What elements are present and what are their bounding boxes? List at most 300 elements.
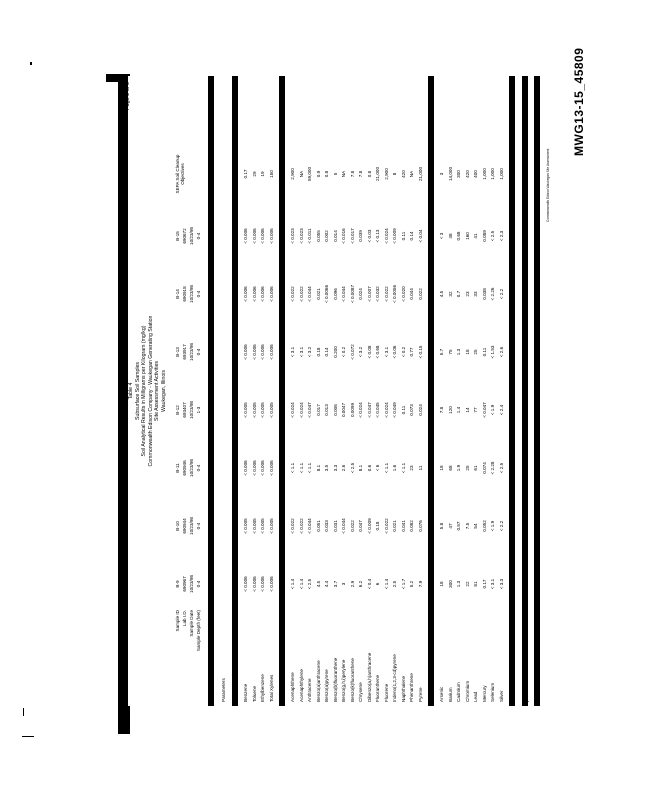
- table-cell: < 0.047: [511, 402, 516, 418]
- table-cell: NA: [298, 170, 304, 178]
- table-cell: 75: [447, 349, 453, 355]
- table-cell: 0.18: [375, 521, 380, 531]
- table-cell: < 0.006: [243, 460, 248, 476]
- column-header-cell: B-12: [175, 405, 180, 415]
- table-cell: < 0.044: [307, 286, 312, 302]
- table-cell: 7.48: [523, 463, 529, 473]
- table-cell: < 0.005: [268, 402, 274, 418]
- column-header-cell: 690918: [182, 286, 187, 302]
- table-cell: < 0.017: [349, 228, 355, 244]
- table-cell: < 0.022: [298, 286, 304, 302]
- row-label: Acenaphthene: [290, 672, 295, 702]
- table-cell: < 0.005: [251, 402, 257, 418]
- table-row: [512, 76, 520, 706]
- table-cell: < 1.4: [298, 578, 304, 590]
- table-row: [419, 76, 427, 706]
- table-cell: 400: [473, 170, 478, 178]
- table-row: [325, 76, 333, 706]
- table-cell: 14,000: [447, 166, 453, 182]
- side-note: Commonwealth Edison Waukegan Site Assessment: [546, 148, 550, 222]
- table-cell: 5.8: [439, 522, 444, 530]
- table-cell: 8.1: [358, 464, 363, 472]
- table-cell: 77: [473, 407, 478, 413]
- table-cell: < 0.007: [366, 286, 372, 302]
- table-cell: 0.076: [417, 520, 423, 532]
- table-cell: < 2.5: [349, 462, 355, 474]
- table-cell: NA: [523, 170, 529, 178]
- table-cell: 1.3: [456, 348, 461, 356]
- table-cell: 0.77: [409, 347, 414, 357]
- table-cell: < 0.011: [307, 228, 312, 244]
- table-cell: < 0.047: [481, 402, 487, 418]
- table-cell: 21,000: [417, 166, 423, 182]
- table-cell: < 0.06: [392, 345, 397, 359]
- column-header-cell: B-11: [175, 463, 180, 473]
- column-headers: [172, 76, 212, 706]
- table-cell: 0.044: [409, 288, 414, 300]
- table-cell: < 2.28: [490, 461, 495, 475]
- table-cell: < 3: [439, 232, 444, 240]
- row-label: Toluene: [251, 685, 257, 702]
- table-cell: 9.04: [523, 289, 529, 299]
- table-cell: 11: [417, 465, 423, 471]
- column-header-cell: B-13: [175, 347, 180, 357]
- table-row: [491, 76, 499, 706]
- table-cell: 0.055: [315, 230, 321, 242]
- table-cell: 0.013: [324, 404, 329, 416]
- table-cell: < 0.006: [260, 460, 265, 476]
- table-cell: 19: [260, 171, 265, 177]
- table-cell: 1.9: [456, 464, 461, 472]
- section-title: BTEX: [234, 690, 239, 702]
- table-cell: 25: [473, 349, 478, 355]
- table-cell: < 1.9: [490, 520, 495, 532]
- table-cell: 0.002: [324, 230, 329, 242]
- table-cell: < 2.3: [498, 230, 504, 242]
- table-cell: 0.089: [481, 230, 487, 242]
- table-cell: < 1.4: [290, 578, 295, 590]
- column-label: Lab I.D.: [182, 610, 187, 627]
- table-cell: < 2.6: [498, 346, 504, 358]
- column-header-cell: 693917: [182, 344, 187, 360]
- table-cell: 0.022: [417, 288, 423, 300]
- table-cell: < 2.5: [307, 578, 312, 590]
- table-cell: < 3.1: [290, 346, 295, 358]
- column-header-cell: 1-3: [196, 406, 201, 414]
- table-title-1: Subsurface Soil Samples: [134, 362, 141, 420]
- table-cell: 0.044: [511, 230, 516, 242]
- table-cell: 32: [447, 291, 453, 297]
- table-cell: 0.7: [456, 290, 461, 298]
- table-cell: < 0.005: [243, 402, 248, 418]
- table-cell: 0.047: [358, 520, 363, 532]
- table-cell: < 0.006: [243, 228, 248, 244]
- table-title-2: Soil Analytical Results in Milligrams per Kilogram (mg/kg): [141, 325, 148, 457]
- table-cell: < 0.016: [341, 228, 346, 244]
- table-cell: < 1.53: [490, 345, 495, 359]
- table-cell: 3.5: [324, 464, 329, 472]
- row-label: Barium: [447, 687, 453, 702]
- table-cell: < 0.022: [290, 518, 295, 534]
- column-header-cell: 10/23/98: [189, 227, 194, 245]
- table-row: [393, 76, 401, 706]
- table-cell: 2.9: [349, 580, 355, 588]
- table-cell: < 0.047: [366, 402, 372, 418]
- row-label: Benzene: [243, 683, 248, 702]
- table-cell: < 0.005: [268, 518, 274, 534]
- table-cell: 23: [464, 291, 470, 297]
- table-row: [291, 76, 299, 706]
- table-cell: 0.073: [409, 404, 414, 416]
- table-cell: 0.038: [481, 288, 487, 300]
- table-cell: < 0.15: [417, 345, 423, 359]
- row-label: Ethylbenzene: [260, 674, 265, 702]
- column-header-cell: B-14: [175, 289, 180, 299]
- table-title-4: Site Assessment Activities: [154, 361, 161, 421]
- table-cell: < 2.2: [498, 288, 504, 300]
- row-label: Chromium: [464, 680, 470, 702]
- table-cell: < 0.006: [251, 460, 257, 476]
- row-label: Selenium: [490, 682, 495, 702]
- table-cell: 420: [464, 170, 470, 178]
- table-cell: 1,000: [498, 168, 504, 180]
- table-cell: < 0.009: [392, 228, 397, 244]
- table-cell: 41: [473, 233, 478, 239]
- table-cell: 0.14: [409, 231, 414, 241]
- table-cell: 0.024: [358, 288, 363, 300]
- table-cell: < 0.072: [349, 344, 355, 360]
- row-label: Lead: [473, 691, 478, 702]
- table-cell: 0.11: [481, 347, 487, 357]
- table-cell: 7.8: [358, 170, 363, 178]
- table-cell: 7.90: [523, 405, 529, 415]
- table-row: [308, 76, 316, 706]
- table-cell: 3.7: [332, 580, 338, 588]
- table-cell: 420: [400, 170, 406, 178]
- table-cell: < 0.005: [251, 518, 257, 534]
- row-label: Fluorene: [383, 683, 389, 702]
- row-label: Pyrene: [417, 687, 423, 702]
- section-row: [282, 76, 290, 706]
- table-cell: < 0.022: [383, 518, 389, 534]
- table-cell: < 0.044: [307, 518, 312, 534]
- table-cell: 2.6: [341, 464, 346, 472]
- table-cell: 1.3: [456, 580, 461, 588]
- table-cell: 0.6: [366, 464, 372, 472]
- table-cell: 48: [447, 233, 453, 239]
- table-cell: < 0.024: [290, 402, 295, 418]
- table-cell: < 0.006: [251, 344, 257, 360]
- table-cell: < 1.1: [307, 462, 312, 474]
- table-cell: < 0.006: [251, 576, 257, 592]
- table-cell: < 3.1: [490, 578, 495, 590]
- table-row: [342, 76, 350, 706]
- table-cell: < 0.047: [307, 402, 312, 418]
- table-cell: 0.096: [332, 288, 338, 300]
- row-label: Indeno(1,2,3-cd)pyrene: [392, 654, 397, 702]
- row-label: Naphthalene: [400, 675, 406, 702]
- table-cell: NA: [341, 170, 346, 178]
- table-number: Table 4: [128, 382, 134, 400]
- table-cell: 25: [464, 465, 470, 471]
- table-cell: 0.0047: [341, 402, 346, 418]
- table-cell: 0.041: [400, 520, 406, 532]
- table-row: [270, 76, 278, 706]
- table-cell: 0.11: [400, 231, 406, 241]
- table-cell: < 0.006: [243, 576, 248, 592]
- table-cell: 18: [464, 349, 470, 355]
- row-label: Anthracene: [307, 678, 312, 702]
- table-cell: NA: [409, 170, 414, 178]
- column-header-cell: 0-4: [196, 232, 201, 240]
- rotated-document: [125, 76, 646, 706]
- table-cell: 150: [268, 170, 274, 178]
- table-cell: < 3.3: [498, 578, 504, 590]
- table-cell: < 0.2: [400, 346, 406, 358]
- table-cell: 300: [447, 580, 453, 588]
- table-cell: 0.200: [332, 346, 338, 358]
- film-border-right: [106, 74, 120, 82]
- table-cell: < 2.26: [490, 287, 495, 301]
- row-label: Benzo(a)anthracene: [315, 660, 321, 702]
- table-cell: < 0.005: [243, 518, 248, 534]
- table-cell: < 3.2: [307, 346, 312, 358]
- table-cell: < 0.045: [511, 460, 516, 476]
- table-cell: < 0.022: [290, 286, 295, 302]
- table-cell: 18: [439, 465, 444, 471]
- table-cell: < 0.052: [511, 344, 516, 360]
- table-cell: < 0.022: [298, 518, 304, 534]
- table-cell: 0.039: [358, 230, 363, 242]
- table-cell: 0.087: [511, 578, 516, 590]
- table-row: [474, 76, 482, 706]
- table-cell: 9.12: [523, 579, 529, 589]
- section-title: Parameters: [221, 678, 226, 702]
- table-cell: < 1.7: [400, 578, 406, 590]
- column-label: Sample ID: [175, 610, 180, 632]
- table-cell: 0.006: [332, 404, 338, 416]
- table-cell: 2.5: [392, 580, 397, 588]
- column-header-cell: 0-4: [196, 290, 201, 298]
- table-cell: 7.5: [464, 522, 470, 530]
- table-cell: 0.021: [392, 520, 397, 532]
- table-cell: < 0.045: [375, 402, 380, 418]
- table-cell: 4.5: [315, 580, 321, 588]
- table-cell: 68: [447, 465, 453, 471]
- table-row: [440, 76, 448, 706]
- table-cell: < 0.006: [260, 228, 265, 244]
- table-row: [457, 76, 465, 706]
- row-label: Chrysene: [358, 682, 363, 702]
- column-header-cell: B-15: [175, 231, 180, 241]
- table-cell: < 0.006: [268, 460, 274, 476]
- table-cell: < 0.024: [383, 402, 389, 418]
- table-cell: < 0.08: [366, 345, 372, 359]
- table-cell: 5.7: [439, 348, 444, 356]
- table-cell: 1: [511, 172, 516, 176]
- table-cell: < 0.005: [260, 402, 265, 418]
- table-location: Waukegan, Illinois: [160, 370, 167, 412]
- section-row: [431, 76, 439, 706]
- table-cell: 0.051: [315, 520, 321, 532]
- table-cell: < 1.4: [383, 578, 389, 590]
- column-header-cell: 0-4: [196, 348, 201, 356]
- table-cell: < 2.4: [498, 404, 504, 416]
- table-cell: 4.4: [324, 580, 329, 588]
- table-row: [525, 76, 533, 706]
- table-cell: 22: [464, 581, 470, 587]
- table-cell: < 0.044: [341, 518, 346, 534]
- table-cell: 0.024: [417, 404, 423, 416]
- table-cell: < 0.006: [243, 344, 248, 360]
- table-cell: 23: [409, 465, 414, 471]
- table-cell: 0.8: [366, 170, 372, 178]
- edge-mark-left: [23, 708, 24, 716]
- row-label: Fluoranthene: [375, 674, 380, 702]
- table-cell: 7.9: [417, 580, 423, 588]
- table-cell: < 0.4: [366, 578, 372, 590]
- table-cell: 33: [473, 291, 478, 297]
- table-cell: < 0.005: [260, 518, 265, 534]
- table-cell: < 0.04: [417, 229, 423, 243]
- table-cell: 3.3: [332, 464, 338, 472]
- row-label: Mercury: [481, 685, 487, 702]
- table-cell: < 0.023: [290, 228, 295, 244]
- row-label: Total Xylenes: [268, 674, 274, 702]
- table-cell: 3: [341, 582, 346, 586]
- row-label: Arsenic: [439, 686, 444, 702]
- table-cell: < 6: [375, 464, 380, 472]
- table-cell: < 0.006: [251, 228, 257, 244]
- table-cell: < 0.0056: [392, 285, 397, 304]
- section-row: [235, 76, 243, 706]
- table-cell: 0.11: [400, 405, 406, 415]
- table-cell: < 0.006: [251, 286, 257, 302]
- table-row: [410, 76, 418, 706]
- table-cell: < 0.006: [268, 228, 274, 244]
- row-label: Acenaphthylene: [298, 669, 304, 702]
- column-label: Sample Depth (feet): [196, 610, 201, 652]
- row-label: Dibenzo(a,h)anthracene: [366, 652, 372, 702]
- table-cell: < 2.5: [498, 462, 504, 474]
- column-header-cell: B-10: [175, 521, 180, 531]
- table-cell: 14: [464, 407, 470, 413]
- table-row: [385, 76, 393, 706]
- table-cell: 8.1: [315, 464, 321, 472]
- table-cell: 0.17: [243, 169, 248, 179]
- corner-mark: [30, 62, 32, 65]
- table-cell: < 0.68: [375, 345, 380, 359]
- section-divider: [534, 76, 540, 706]
- table-cell: 0.033: [324, 520, 329, 532]
- table-cell: < 0.006: [260, 286, 265, 302]
- table-title-3: Commonwealth Edison Company - Waukegan Generating Station: [147, 315, 154, 467]
- column-header-cell: 0-4: [196, 522, 201, 530]
- edge-mark-bottom: [22, 736, 34, 737]
- column-header-cell: 10/23/98: [189, 517, 194, 535]
- table-cell: 300: [456, 170, 461, 178]
- column-header-cell: 693407: [182, 402, 187, 418]
- table-cell: 1,000: [481, 168, 487, 180]
- table-cell: < 0.023: [298, 228, 304, 244]
- table-cell: < 0.0087: [349, 285, 355, 304]
- table-cell: 0.68: [456, 231, 461, 241]
- table-cell: < 0.03: [366, 229, 372, 243]
- table-cell: < 2.5: [490, 230, 495, 242]
- table-cell: 18: [439, 581, 444, 587]
- column-header-cell: 690967: [182, 576, 187, 592]
- table-cell: < 0.0066: [324, 285, 329, 304]
- row-label: Benzo(k)fluoranthene: [349, 658, 355, 702]
- table-cell: < 1.9: [490, 404, 495, 416]
- column-header-cell: 690672: [182, 228, 187, 244]
- row-label: Cadmium: [456, 682, 461, 702]
- table-cell: 160: [464, 232, 470, 240]
- table-cell: < 1.1: [400, 462, 406, 474]
- table-cell: 0.9: [315, 170, 321, 178]
- table-cell: < 0.024: [383, 228, 389, 244]
- table-cell: 0.052: [481, 520, 487, 532]
- table-cell: < 1.1: [298, 462, 304, 474]
- table-cell: < 0.006: [243, 286, 248, 302]
- table-cell: 4.5: [439, 290, 444, 298]
- table-cell: < 0.009: [366, 518, 372, 534]
- column-header-cell: 690944: [182, 518, 187, 534]
- table-cell: < 0.006: [260, 576, 265, 592]
- table-cell: 7.10: [523, 347, 529, 357]
- column-header-cell: 10/23/98: [189, 459, 194, 477]
- table-cell: 59,000: [307, 166, 312, 182]
- table-cell: 6.2: [358, 580, 363, 588]
- table-cell: 0.18: [315, 347, 321, 357]
- table-cell: < 0.006: [268, 344, 274, 360]
- column-header-cell: SEPA Soil Cleanup Objectives: [175, 154, 185, 194]
- table-cell: 0.17: [481, 579, 487, 589]
- table-cell: 8: [392, 172, 397, 176]
- column-header-cell: 10/23/98: [189, 285, 194, 303]
- table-cell: < 0.020: [400, 286, 406, 302]
- section-title: RCRA Metals: [430, 674, 435, 702]
- table-cell: 0.8: [324, 170, 329, 178]
- table-cell: < 3.2: [358, 346, 363, 358]
- row-label: Phenanthrene: [409, 673, 414, 702]
- column-label: Sample Date: [189, 610, 194, 637]
- table-cell: 6: [375, 582, 380, 586]
- table-cell: < 0.022: [383, 286, 389, 302]
- table-cell: 47: [447, 523, 453, 529]
- table-cell: < 0.2: [341, 346, 346, 358]
- table-cell: 0.017: [315, 404, 321, 416]
- table-cell: < 0.044: [341, 286, 346, 302]
- column-header-cell: 10/23/98: [189, 401, 194, 419]
- table-cell: 54: [473, 523, 478, 529]
- table-cell: 0.031: [332, 520, 338, 532]
- table-cell: 2,900: [290, 168, 295, 180]
- table-cell: < 0.13: [375, 229, 380, 243]
- table-cell: 21,000: [375, 166, 380, 182]
- table-cell: 1,000: [490, 168, 495, 180]
- table-cell: 2,900: [383, 168, 389, 180]
- table-row: [359, 76, 367, 706]
- table-cell: 29: [251, 171, 257, 177]
- row-label: Benzo(g,h,i)perylene: [341, 659, 346, 702]
- table-cell: < 1.1: [290, 462, 295, 474]
- row-label: Benzo(b)fluoranthene: [332, 657, 338, 702]
- table-cell: < 0.006: [268, 286, 274, 302]
- table-cell: 0.57: [456, 521, 461, 531]
- section-row: [222, 76, 230, 706]
- table-cell: 7.8: [349, 170, 355, 178]
